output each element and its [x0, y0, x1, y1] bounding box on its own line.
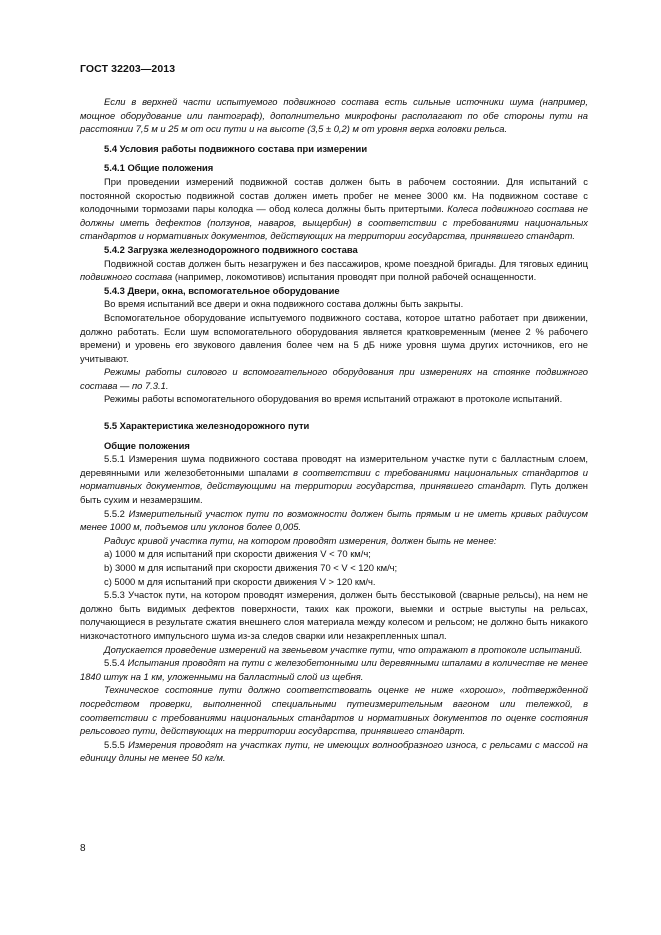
- text-run-italic: в соответствии с требованиями национальных стандартов и нормативных документов, действующими на территории государства, принявшего стандарт.: [80, 466, 588, 492]
- text-run-italic: Измерительный участок пути по возможности должен быть прямым и не иметь кривых радиусом менее 1000 м, подъемов или уклонов более 0,005.: [80, 507, 588, 533]
- paragraph-5-5-4-note: Техническое состояние пути должно соответствовать оценке не ниже «хорошо», подтвержденной посредством проверки, выполненной специальными путеизмерительным вагоном или тележкой, в соответствии с требованиями национальных стандартов и нормативных документов по оценке состояния рельсового пути, действующих на территории государства, принявшего стандарт.: [80, 684, 588, 737]
- paragraph-5-4-2: [80, 257, 588, 284]
- note-extra-microphones: Если в верхней части испытуемого подвижного состава есть сильные источники шума (например, мощное оборудование или пантограф), дополнительно микрофоны располагают по обе стороны пути на расстоянии 7,5 м и 25 м от оси пути и на высоте (3,5 ± 0,2) м от уровня верха головки рельса.: [80, 96, 588, 135]
- text-run: Путь должен быть сухим и незамерзшим.: [80, 480, 588, 506]
- text-run: (например, локомотивов) испытания проводят при полной рабочей оснащенности.: [172, 271, 537, 283]
- section-5-4-2-title: 5.4.2 Загрузка железнодорожного подвижного состава: [104, 243, 358, 255]
- paragraph-5-5-3: 5.5.3 Участок пути, на котором проводят измерения, должен быть бесстыковой (сварные рельсы), на нем не должно быть видимых дефектов поверхности, таких как прожоги, выемки и острые выступы на рельсах, получающиеся в результате сжатия внешнего слоя материала между колесом и рельсом; не должно быть никакого низкочастотного импульсного шума из-за следов сварки или незакрепленных шпал.: [80, 589, 588, 641]
- paragraph-5-4-3-protocol: Режимы работы вспомогательного оборудования во время испытаний отражают в протоколе испытаний.: [104, 393, 563, 405]
- text-run-italic: Испытания проводят на пути с железобетонными или деревянными шпалами в количестве не менее 1840 штук на 1 км, уложенными на балластный слой из щебня.: [80, 657, 588, 682]
- paragraph-5-4-3-doors: Во время испытаний все двери и окна подвижного состава должны быть закрыты.: [104, 298, 464, 310]
- list-item: b) 3000 м для испытаний при скорости движения 70 < V < 120 км/ч;: [104, 562, 398, 573]
- text-run: 5.5.1 Измерения шума подвижного состава проводят на измерительном участке пути с балластным слоем, деревянными или железобетонными шпалами: [80, 453, 588, 478]
- list-item: с) 5000 м для испытаний при скорости движения V > 120 км/ч.: [104, 575, 376, 587]
- text-run: Подвижной состав должен быть незагружен и без пассажиров, кроме поездной бригады. Для тяговых единиц: [104, 257, 588, 269]
- section-5-5-subtitle: Общие положения: [104, 439, 190, 451]
- paragraph-5-4-3-aux: Вспомогательное оборудование испытуемого подвижного состава, которое штатно работает при движении, должно работать. Если шум вспомогательного оборудования является кратковременным (менее 2 % рабочего времени) и уровень его звукового давления более чем на 5 дБ ниже уровня шума других источников, его не учитывают.: [80, 311, 588, 364]
- page-number: 8: [80, 843, 86, 854]
- paragraph-5-5-2: [80, 507, 588, 534]
- section-5-4-3-title: 5.4.3 Двери, окна, вспомогательное оборудование: [104, 284, 340, 296]
- radius-intro: Радиус кривой участка пути, на котором проводят измерения, должен быть не менее:: [104, 534, 497, 546]
- paragraph-5-5-5: [80, 738, 588, 765]
- page-body: [80, 95, 588, 765]
- section-5-4-1-title: 5.4.1 Общие положения: [104, 162, 214, 174]
- paragraph-5-5-3-note: Допускается проведение измерений на звеньевом участке пути, что отражают в протоколе испытаний.: [104, 643, 583, 655]
- text-run-italic: Колеса подвижного состава не должны иметь дефектов (ползунов, наваров, выщербин) в соответствии с требованиями национальных стандартов и нормативных документов, действующих на территории государства, принявшего стандарт.: [80, 203, 588, 242]
- section-5-4-title: 5.4 Условия работы подвижного состава при измерении: [104, 142, 368, 154]
- text-run: При проведении измерений подвижной состав должен быть в рабочем состоянии. Для испытаний с постоянной скоростью подвижной состав должен иметь пробег не менее 3000 км. На подвижном составе с колодочными тормозами пары колодка — обод колеса должны быть притертыми.: [80, 175, 588, 215]
- text-run: 5.5.2: [104, 507, 129, 519]
- text-run: 5.5.5: [104, 738, 129, 750]
- paragraph-5-5-1: [80, 452, 588, 506]
- paragraph-5-4-1: [80, 175, 588, 243]
- text-run-italic: Измерения проводят на участках пути, не имеющих волнообразного износа, с рельсами с массой на единицу длины не менее 50 кг/м.: [80, 738, 588, 764]
- text-run-italic: подвижного состава: [80, 271, 173, 283]
- paragraph-5-4-3-modes: Режимы работы силового и вспомогательного оборудования при измерениях на стоянке подвижного состава — по 7.3.1.: [80, 366, 588, 391]
- document-code-header: ГОСТ 32203—2013: [80, 63, 176, 75]
- text-run: 5.5.4: [104, 657, 128, 669]
- paragraph-5-5-4: [80, 656, 588, 683]
- section-5-5-title: 5.5 Характеристика железнодорожного пути: [104, 420, 310, 432]
- radius-list: [80, 547, 588, 588]
- list-item: а) 1000 м для испытаний при скорости движения V < 70 км/ч;: [104, 548, 371, 560]
